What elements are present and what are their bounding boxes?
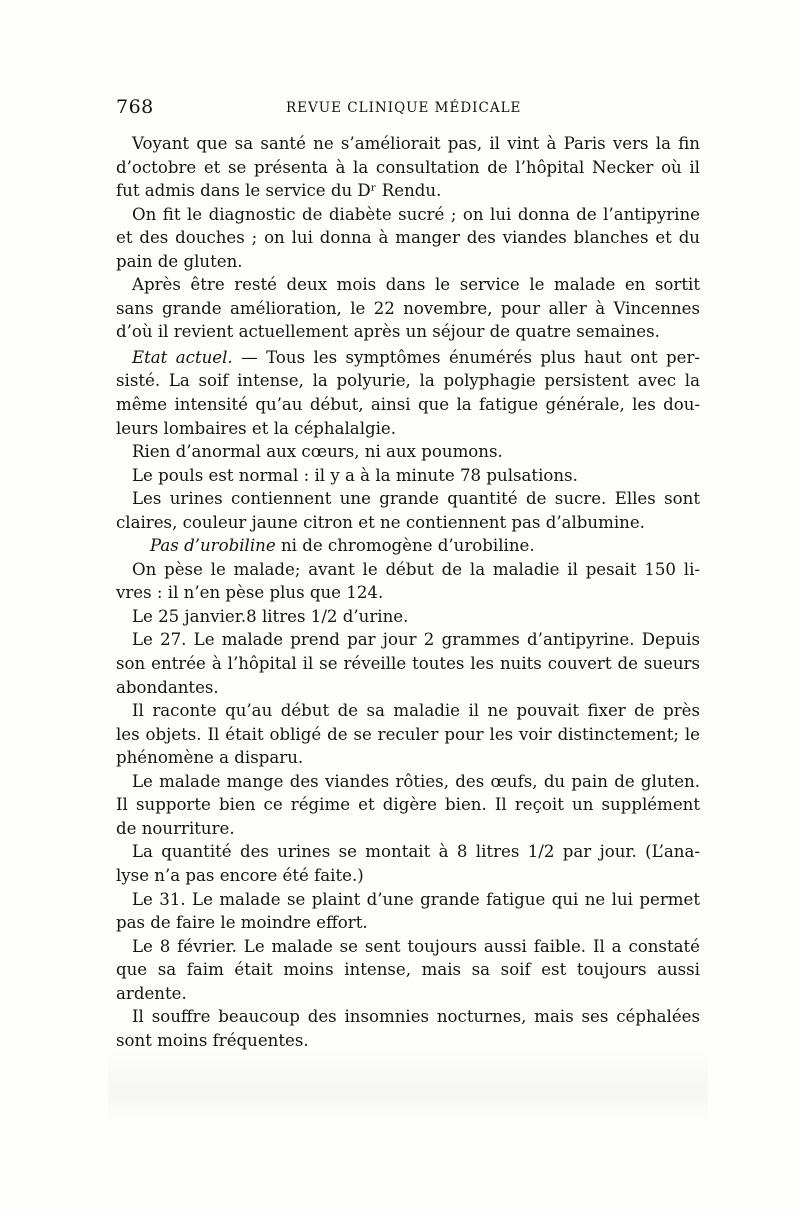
text-line: sont moins fréquentes. bbox=[116, 1030, 309, 1050]
italic-phrase: Pas d’urobiline bbox=[150, 536, 276, 556]
text-line: Les urines contiennent une grande quantité de sucre. Elles sont bbox=[132, 489, 700, 509]
text-line: La quantité des urines se montait à 8 litres 1/2 par jour. (L’ana- bbox=[132, 842, 700, 862]
text-line-pas-urobiline bbox=[116, 534, 700, 558]
text-line: phénomène a disparu. bbox=[116, 748, 304, 768]
text-line: Il souffre beaucoup des insomnies nocturnes, mais ses céphalées bbox=[132, 1007, 700, 1027]
text-line: son entrée à l’hôpital il se réveille toutes les nuits couvert de sueurs bbox=[116, 654, 700, 674]
text-line: claires, couleur jaune citron et ne contiennent pas d’albumine. bbox=[116, 512, 645, 532]
text-line: leurs lombaires et la céphalalgie. bbox=[116, 418, 397, 438]
text-line-etat-actuel bbox=[116, 346, 700, 370]
text-line: Le pouls est normal : il y a à la minute 78 pulsations. bbox=[132, 465, 578, 485]
page-header bbox=[116, 96, 700, 122]
text-line: Voyant que sa santé ne s’améliorait pas, il vint à Paris vers la fin bbox=[132, 134, 700, 153]
text-line: que sa faim était moins intense, mais sa soif est toujours aussi bbox=[116, 960, 700, 980]
text-line: de nourriture. bbox=[116, 818, 235, 838]
text-line: ardente. bbox=[116, 983, 187, 1003]
text-line: Rien d’anormal aux cœurs, ni aux poumons. bbox=[132, 442, 503, 462]
text-line: Il supporte bien ce régime et digère bien. Il reçoit un supplément bbox=[116, 795, 700, 815]
text-line: Il raconte qu’au début de sa maladie il ne pouvait fixer de près bbox=[132, 701, 700, 721]
text-line: et des douches ; on lui donna à manger des viandes blanches et du bbox=[116, 228, 700, 248]
text-line: pain de gluten. bbox=[116, 251, 243, 271]
text-line: On pèse le malade; avant le début de la maladie il pesait 150 li- bbox=[132, 559, 700, 579]
scan-smudge bbox=[108, 1050, 708, 1120]
text-line: fut admis dans le service du Dʳ Rendu. bbox=[116, 181, 442, 201]
text-line: Le malade mange des viandes rôties, des œufs, du pain de gluten. bbox=[132, 771, 700, 791]
page-number: 768 bbox=[116, 96, 154, 118]
text-line: d’où il revient actuellement après un séjour de quatre semaines. bbox=[116, 322, 660, 342]
text-line: sisté. La soif intense, la polyurie, la polyphagie persistent avec la bbox=[116, 371, 700, 391]
text-line: Après être resté deux mois dans le service le malade en sortit bbox=[132, 275, 700, 295]
running-head: REVUE CLINIQUE MÉDICALE bbox=[286, 100, 522, 116]
text-line: Le 31. Le malade se plaint d’une grande fatigue qui ne lui permet bbox=[132, 889, 700, 909]
text-line: abondantes. bbox=[116, 677, 219, 697]
text-line: les objets. Il était obligé de se reculer pour les voir distinctement; le bbox=[116, 724, 700, 744]
text-line: lyse n’a pas encore été faite.) bbox=[116, 865, 364, 885]
line-rest: ni de chromogène d’urobiline. bbox=[275, 536, 535, 556]
text-line: Le 27. Le malade prend par jour 2 grammes d’antipyrine. Depuis bbox=[132, 630, 700, 650]
text-line: sans grande amélioration, le 22 novembre, pour aller à Vincennes bbox=[116, 298, 700, 318]
body-text bbox=[116, 132, 700, 1052]
text-line: Le 8 février. Le malade se sent toujours aussi faible. Il a constaté bbox=[132, 936, 700, 956]
text-line: On fit le diagnostic de diabète sucré ; on lui donna de l’antipyrine bbox=[132, 204, 700, 224]
text-line: même intensité qu’au début, ainsi que la fatigue générale, les dou- bbox=[116, 395, 700, 415]
text-line: Le 25 janvier.8 litres 1/2 d’urine. bbox=[132, 606, 409, 626]
text-line: vres : il n’en pèse plus que 124. bbox=[116, 583, 384, 603]
italic-heading: Etat actuel. bbox=[132, 347, 233, 367]
text-line: d’octobre et se présenta à la consultation de l’hôpital Necker où il bbox=[116, 157, 700, 177]
line-rest: — Tous les symptômes énumérés plus haut ont per- bbox=[232, 347, 700, 367]
text-line: pas de faire le moindre effort. bbox=[116, 913, 368, 933]
